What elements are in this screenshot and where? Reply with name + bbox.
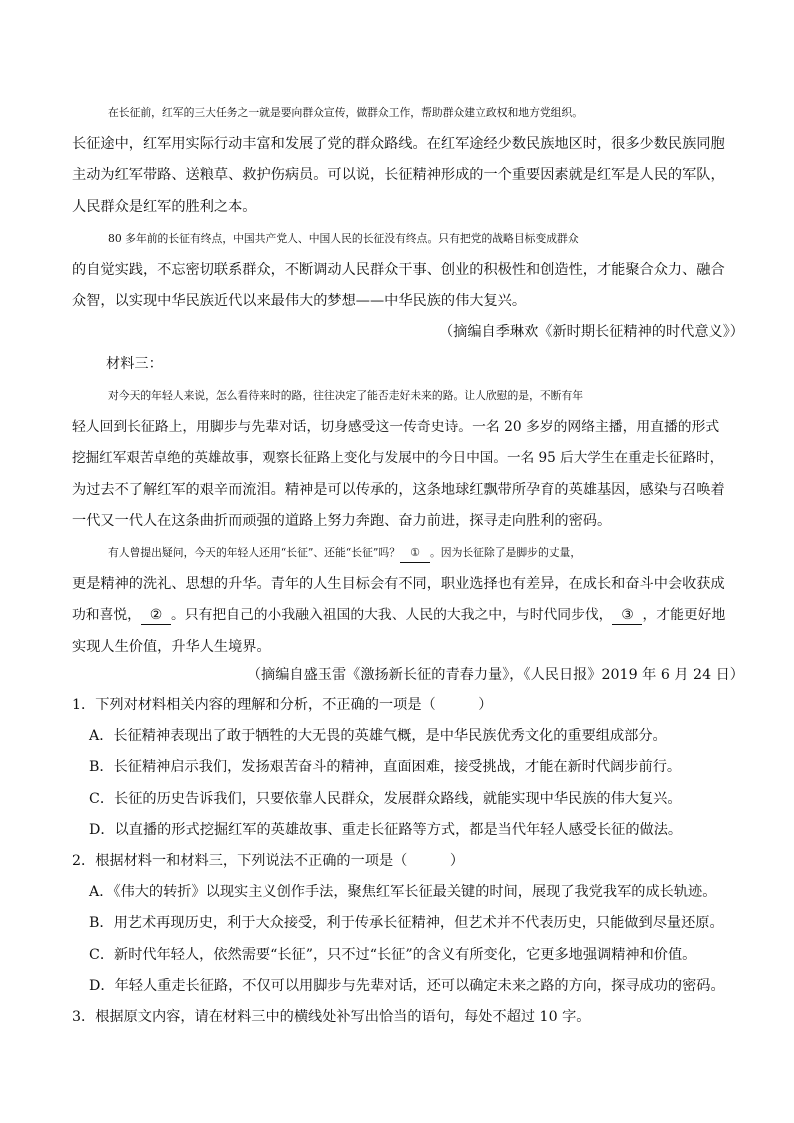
text-segment: 。只有把自己的小我融入祖国的大我、人民的大我之中，与时代同步伐，	[170, 607, 613, 623]
question-three-stem: 3．根据原文内容，请在材料三中的横线处补写出恰当的语句，每处不超过 10 字。	[72, 1009, 591, 1025]
text-line	[72, 537, 726, 569]
paragraph-long-march-no-end	[72, 223, 726, 318]
text-line: 更是精神的洗礼、思想的升华。青年的人生目标会有不同，职业选择也有差异，在成长和奋斗中会收获成	[72, 575, 725, 592]
text-line: 轻人回到长征路上，用脚步与先辈对话，切身感受这一传奇史诗。一名 20 多岁的网络主播，用直播的形式	[72, 418, 720, 435]
question-two-option-a: A．《伟大的转折》以现实主义创作手法，聚焦红军长征最关键的时间，展现了我党我军的成长轨迹。	[89, 884, 717, 900]
question-two-option-d: D．年轻人重走长征路，不仅可以用脚步与先辈对话，还可以确定未来之路的方向，探寻成功的密码。	[89, 978, 725, 994]
text-line: 在长征前，红军的三大任务之一就是要向群众宣传，做群众工作，帮助群众建立政权和地方党组织。	[108, 106, 584, 119]
question-two-option-b: B．用艺术再现历史，利于大众接受，利于传承长征精神，但艺术并不代表历史，只能做到尽量还原。	[89, 915, 724, 931]
text-line: 的自觉实践，不忘密切联系群众，不断调动人民群众干事、创业的积极性和创造性，才能聚合众力、融合	[72, 261, 725, 278]
source-citation-material-two: （摘编自季琳欢《新时期长征精神的时代意义》）	[438, 324, 744, 340]
text-segment: 。因为长征除了是脚步的丈量，	[430, 546, 582, 559]
text-line: 对今天的年轻人来说，怎么看待来时的路，往往决定了能否走好未来的路。让人欣慰的是，不断有年	[108, 389, 584, 402]
paragraph-red-army-mass-line	[72, 97, 726, 223]
blank-three: ③	[612, 606, 642, 625]
blank-one: ①	[400, 544, 430, 563]
text-line: 人民群众是红军的胜利之本。	[72, 198, 257, 215]
text-line: 长征途中，红军用实际行动丰富和发展了党的群众路线。在红军途经少数民族地区时，很多少数民族同胞	[72, 135, 725, 152]
question-one-option-c: C．长征的历史告诉我们，只要依靠人民群众，发展群众路线，就能实现中华民族的伟大复兴。	[89, 791, 682, 807]
text-line: 众智，以实现中华民族近代以来最伟大的梦想——中华民族的伟大复兴。	[72, 293, 527, 309]
text-line: 为过去不了解红军的艰辛而流泪。精神是可以传承的，这条地球红飘带所孕育的英雄基因，感染与召唤着	[72, 481, 725, 498]
text-line: 挖掘红军艰苦卓绝的英雄故事，观察长征路上变化与发展中的今日中国。一名 95 后大学生在重走长征路时，	[72, 450, 724, 466]
text-line: 主动为红军带路、送粮草、救护伤病员。可以说，长征精神形成的一个重要因素就是红军是人民的军队，	[72, 167, 725, 183]
blank-two: ②	[141, 606, 171, 625]
question-one-option-a: A．长征精神表现出了敢于牺牲的大无畏的英雄气概，是中华民族优秀文化的重要组成部分。	[89, 728, 667, 744]
question-one-option-b: B．长征精神启示我们，发扬艰苦奋斗的精神，直面困难，接受挑战，才能在新时代阔步前行。	[89, 759, 682, 775]
question-two-option-c: C．新时代年轻人，依然需要“长征”，只不过“长征”的含义有所变化，它更多地强调精神和价值。	[89, 947, 697, 963]
question-two-stem: 2．根据材料一和材料三，下列说法不正确的一项是（ ）	[72, 853, 465, 869]
material-three-heading: 材料三：	[106, 356, 163, 372]
question-one-stem: 1．下列对材料相关内容的理解和分析，不正确的一项是（ ）	[72, 697, 493, 713]
text-line: 一代又一代人在这条曲折而顽强的道路上努力奔跑、奋力前进，探寻走向胜利的密码。	[72, 513, 612, 529]
paragraph-fill-in-blanks	[72, 537, 726, 663]
text-line: 80 多年前的长征有终点，中国共产党人、中国人民的长征没有终点。只有把党的战略目标变成群众	[108, 232, 579, 245]
text-segment: 有人曾提出疑问，今天的年轻人还用“长征”、还能“长征”吗？	[108, 546, 400, 559]
text-line: 实现人生价值，升华人生境界。	[72, 638, 271, 655]
text-line	[72, 600, 726, 632]
source-citation-material-three: （摘编自盛玉雷《激扬新长征的青春力量》，《人民日报》2019 年 6 月 24 日）	[246, 667, 744, 683]
text-segment: ，才能更好地	[642, 607, 726, 623]
paragraph-young-people	[72, 380, 726, 538]
question-one-option-d: D．以直播的形式挖掘红军的英雄故事、重走长征路等方式，都是当代年轻人感受长征的做法。	[89, 822, 683, 838]
text-segment: 功和喜悦，	[72, 607, 141, 623]
